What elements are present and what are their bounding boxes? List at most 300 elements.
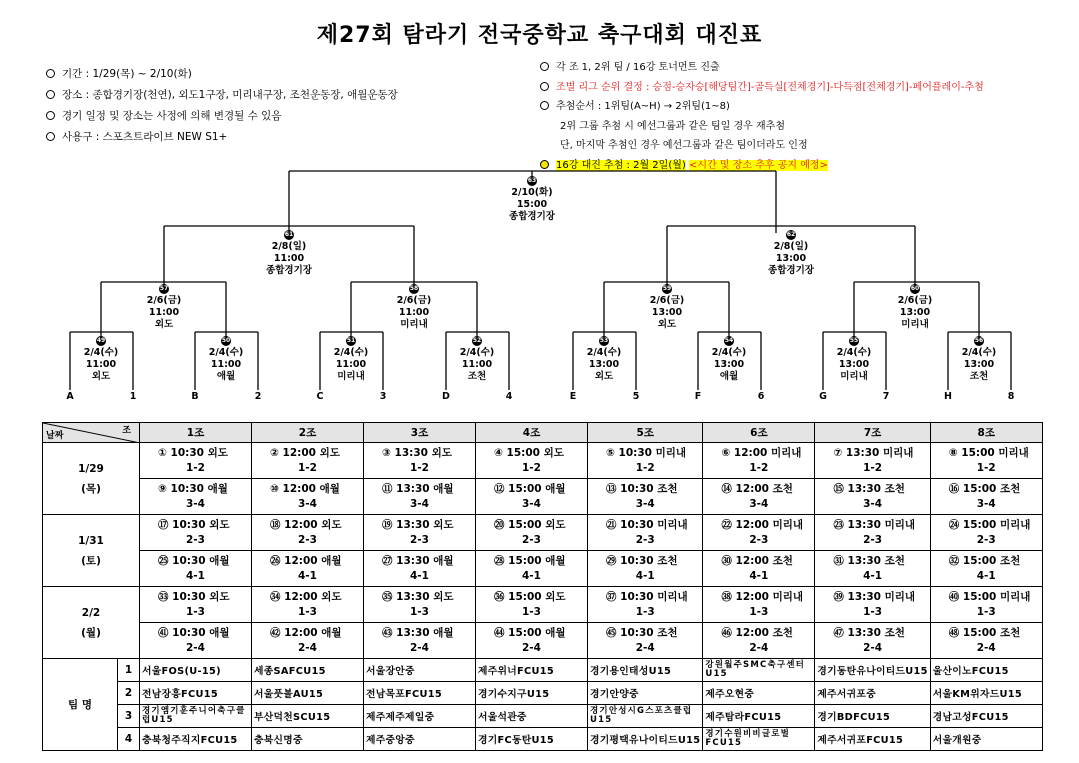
team-name-cell bbox=[930, 682, 1042, 705]
bracket-r16-3: 51 2/4(수) 11:00 미리내 bbox=[333, 337, 369, 382]
match-time-venue: ㊵ 15:00 미리내 bbox=[948, 590, 1031, 603]
corner-header: 날짜 조 bbox=[43, 423, 140, 443]
match-number-badge: 52 bbox=[472, 337, 482, 344]
team-name-cell bbox=[588, 682, 703, 705]
team-name-cell bbox=[815, 659, 930, 682]
bullet-circle-icon bbox=[46, 90, 55, 99]
team-name-cell bbox=[364, 728, 476, 751]
match-cell bbox=[252, 623, 364, 659]
group-header: 8조 bbox=[930, 423, 1042, 443]
match-pairing: 1-3 bbox=[522, 605, 541, 618]
team-name: 제주오현중 bbox=[705, 689, 755, 700]
bracket-slot: 6 bbox=[757, 391, 765, 402]
match-time-venue: ⑫ 15:00 애월 bbox=[494, 482, 566, 495]
match-cell bbox=[364, 515, 476, 551]
team-name-cell bbox=[476, 682, 588, 705]
match-pairing: 1-2 bbox=[522, 461, 541, 474]
match-pairing: 1-2 bbox=[410, 461, 429, 474]
match-pairing: 1-2 bbox=[635, 461, 655, 474]
match-pairing: 2-3 bbox=[749, 533, 769, 546]
match-cell bbox=[703, 623, 815, 659]
team-row bbox=[43, 659, 1043, 682]
match-cell bbox=[588, 479, 703, 515]
team-name-cell bbox=[703, 682, 815, 705]
match-pairing: 1-3 bbox=[863, 605, 883, 618]
match-time-venue: ㊸ 13:30 애월 bbox=[382, 626, 454, 639]
match-pairing: 1-2 bbox=[976, 461, 996, 474]
team-name: 서울FOS(U-15) bbox=[142, 666, 221, 677]
team-name: 경남고성FCU15 bbox=[932, 712, 1009, 723]
info-right-panel bbox=[540, 58, 984, 175]
match-date: 1/29 bbox=[78, 462, 104, 475]
match-weekday: (토) bbox=[81, 554, 101, 567]
bracket-r16-6: 54 2/4(수) 13:00 애월 bbox=[711, 337, 747, 382]
match-cell bbox=[815, 587, 930, 623]
match-time-venue: ㊼ 13:30 조천 bbox=[833, 626, 905, 639]
info-advance: 각 조 1, 2위 팀 / 16강 토너먼트 진출 bbox=[540, 58, 984, 78]
match-cell bbox=[588, 623, 703, 659]
team-name: 경기용인태성U15 bbox=[590, 666, 672, 677]
team-name: 제주서귀포중 bbox=[817, 689, 876, 700]
bracket-slot: 3 bbox=[379, 391, 387, 402]
match-time-venue: ⑪ 13:30 애월 bbox=[382, 482, 454, 495]
bullet-circle-icon bbox=[540, 82, 549, 91]
match-cell bbox=[476, 623, 588, 659]
match-time-venue: ⑲ 13:30 외도 bbox=[382, 518, 454, 531]
team-seed-number: 3 bbox=[118, 705, 140, 728]
match-cell bbox=[476, 587, 588, 623]
team-name: 강원월주SMC축구센터U15 bbox=[705, 659, 806, 679]
team-name-cell bbox=[703, 728, 815, 751]
match-cell bbox=[815, 515, 930, 551]
match-cell bbox=[364, 443, 476, 479]
team-name: 전남목포FCU15 bbox=[366, 689, 443, 700]
match-cell bbox=[930, 587, 1042, 623]
team-name-cell bbox=[140, 659, 252, 682]
bracket-quarter-2: 58 2/6(금) 11:00 미리내 bbox=[396, 285, 432, 330]
team-name: 서울장안중 bbox=[366, 666, 415, 677]
team-label-cell: 팀 명 bbox=[43, 659, 118, 751]
bracket-slot: C bbox=[316, 391, 324, 402]
match-cell bbox=[140, 479, 252, 515]
match-pairing: 3-4 bbox=[522, 497, 541, 510]
match-pairing: 2-3 bbox=[635, 533, 655, 546]
bracket-slot: 5 bbox=[632, 391, 640, 402]
team-name-cell bbox=[252, 705, 364, 728]
bracket-quarter-1: 57 2/6(금) 11:00 외도 bbox=[146, 285, 182, 330]
match-pairing: 2-4 bbox=[410, 641, 429, 654]
match-number-badge: 58 bbox=[409, 285, 419, 292]
match-time-venue: ⑯ 15:00 조천 bbox=[948, 482, 1021, 495]
match-number-badge: 54 bbox=[724, 337, 734, 344]
bullet-circle-icon bbox=[46, 132, 55, 141]
match-time-venue: ㉘ 15:00 애월 bbox=[494, 554, 566, 567]
match-pairing: 2-4 bbox=[976, 641, 996, 654]
match-pairing: 2-4 bbox=[186, 641, 205, 654]
match-time-venue: ⑬ 10:30 조천 bbox=[606, 482, 678, 495]
match-time-venue: ⑩ 12:00 애월 bbox=[270, 482, 340, 495]
team-name: 전남장흥FCU15 bbox=[142, 689, 219, 700]
match-pairing: 2-4 bbox=[298, 641, 317, 654]
match-time-venue: ㉝ 10:30 외도 bbox=[158, 590, 230, 603]
team-name: 경기엠기훈주니어축구클럽U15 bbox=[142, 705, 246, 725]
match-time-venue: ④ 15:00 외도 bbox=[494, 446, 564, 459]
date-cell bbox=[43, 443, 140, 515]
match-pairing: 2-3 bbox=[976, 533, 996, 546]
date-cell bbox=[43, 515, 140, 587]
match-cell bbox=[140, 551, 252, 587]
match-cell bbox=[815, 479, 930, 515]
match-time-venue: ⑭ 12:00 조천 bbox=[721, 482, 793, 495]
match-number-badge: 49 bbox=[96, 337, 106, 344]
group-header: 4조 bbox=[476, 423, 588, 443]
match-pairing: 3-4 bbox=[976, 497, 996, 510]
group-header: 2조 bbox=[252, 423, 364, 443]
schedule-row bbox=[43, 551, 1043, 587]
schedule-row bbox=[43, 623, 1043, 659]
bracket-slot: 7 bbox=[882, 391, 890, 402]
match-time-venue: ㉖ 12:00 애월 bbox=[270, 554, 342, 567]
match-time-venue: ㊻ 12:00 조천 bbox=[721, 626, 793, 639]
match-cell bbox=[252, 587, 364, 623]
team-name: 울산이노FCU15 bbox=[932, 666, 1009, 677]
team-name: 서울개원중 bbox=[932, 735, 982, 746]
team-name-cell bbox=[588, 728, 703, 751]
match-time-venue: ㊴ 13:30 미리내 bbox=[833, 590, 916, 603]
bracket-r16-8: 56 2/4(수) 13:00 조천 bbox=[961, 337, 997, 382]
bullet-circle-icon bbox=[46, 111, 55, 120]
team-name-cell bbox=[140, 705, 252, 728]
page-title: 제27회 탐라기 전국중학교 축구대회 대진표 bbox=[316, 23, 763, 48]
match-number-badge: 53 bbox=[599, 337, 609, 344]
match-cell bbox=[703, 443, 815, 479]
match-time-venue: ㉓ 13:30 미리내 bbox=[833, 518, 916, 531]
match-cell bbox=[588, 551, 703, 587]
bracket-semi-1: 61 2/8(일) 11:00 종합경기장 bbox=[266, 231, 312, 276]
match-time-venue: ⑱ 12:00 외도 bbox=[270, 518, 342, 531]
match-pairing: 1-3 bbox=[410, 605, 429, 618]
match-weekday: (목) bbox=[81, 482, 101, 495]
info-ball: 사용구 : 스포츠트라이브 NEW S1+ bbox=[46, 127, 398, 148]
team-name-cell bbox=[815, 728, 930, 751]
match-pairing: 4-1 bbox=[410, 569, 429, 582]
schedule-row bbox=[43, 479, 1043, 515]
match-cell bbox=[930, 551, 1042, 587]
match-time-venue: ② 12:00 외도 bbox=[270, 446, 340, 459]
team-name: 경기평택유나이티드U15 bbox=[590, 735, 701, 746]
match-cell bbox=[364, 479, 476, 515]
match-pairing: 4-1 bbox=[635, 569, 655, 582]
match-time-venue: ㉟ 13:30 외도 bbox=[382, 590, 454, 603]
bracket-semi-2: 62 2/8(일) 13:00 종합경기장 bbox=[768, 231, 814, 276]
team-name: 경기FC동탄U15 bbox=[478, 735, 555, 746]
match-time-venue: ㉙ 10:30 조천 bbox=[606, 554, 678, 567]
team-name-cell bbox=[588, 705, 703, 728]
match-cell bbox=[140, 623, 252, 659]
schedule-row bbox=[43, 443, 1043, 479]
match-pairing: 1-2 bbox=[298, 461, 317, 474]
team-name-cell bbox=[140, 728, 252, 751]
team-row bbox=[43, 682, 1043, 705]
bracket-slot: H bbox=[944, 391, 952, 402]
bracket-slot: 1 bbox=[129, 391, 137, 402]
match-date: 2/2 bbox=[81, 606, 101, 619]
match-pairing: 2-3 bbox=[186, 533, 205, 546]
match-cell bbox=[476, 515, 588, 551]
team-seed-number: 1 bbox=[118, 659, 140, 682]
match-time-venue: ㊽ 15:00 조천 bbox=[948, 626, 1021, 639]
match-time-venue: ㉜ 15:00 조천 bbox=[948, 554, 1021, 567]
match-time-venue: ㉞ 12:00 외도 bbox=[270, 590, 342, 603]
match-cell bbox=[703, 551, 815, 587]
team-name: 제주서귀포FCU15 bbox=[817, 735, 904, 746]
match-cell bbox=[703, 587, 815, 623]
bracket-slot: 2 bbox=[254, 391, 262, 402]
match-cell bbox=[140, 443, 252, 479]
bracket-r16-2: 50 2/4(수) 11:00 애월 bbox=[208, 337, 244, 382]
match-number-badge: 55 bbox=[849, 337, 859, 344]
match-cell bbox=[476, 479, 588, 515]
match-cell bbox=[703, 515, 815, 551]
match-pairing: 1-3 bbox=[976, 605, 996, 618]
schedule-row bbox=[43, 587, 1043, 623]
bracket-r16-1: 49 2/4(수) 11:00 외도 bbox=[83, 337, 119, 382]
team-name: 서울석관중 bbox=[478, 712, 527, 723]
match-cell bbox=[930, 623, 1042, 659]
team-name-cell bbox=[252, 659, 364, 682]
team-name-cell bbox=[930, 659, 1042, 682]
team-name-cell bbox=[476, 705, 588, 728]
match-cell bbox=[252, 515, 364, 551]
team-name-cell bbox=[364, 682, 476, 705]
bullet-circle-icon bbox=[540, 62, 549, 71]
team-row bbox=[43, 728, 1043, 751]
match-time-venue: ㊺ 10:30 조천 bbox=[606, 626, 678, 639]
match-cell bbox=[252, 443, 364, 479]
match-pairing: 2-3 bbox=[410, 533, 429, 546]
match-number-badge: 57 bbox=[159, 285, 169, 292]
match-time-venue: ⑨ 10:30 애월 bbox=[158, 482, 228, 495]
team-name-cell bbox=[364, 705, 476, 728]
bracket-r16-4: 52 2/4(수) 11:00 조천 bbox=[459, 337, 495, 382]
team-name: 제주탐라FCU15 bbox=[705, 712, 782, 723]
match-cell bbox=[815, 443, 930, 479]
team-name: 서울풋볼AU15 bbox=[254, 689, 324, 700]
match-pairing: 1-3 bbox=[635, 605, 655, 618]
match-cell bbox=[815, 623, 930, 659]
team-row bbox=[43, 705, 1043, 728]
match-pairing: 2-4 bbox=[522, 641, 541, 654]
match-pairing: 3-4 bbox=[635, 497, 655, 510]
team-name-cell bbox=[252, 682, 364, 705]
info-period: 기간 : 1/29(목) ~ 2/10(화) bbox=[46, 64, 398, 85]
match-cell bbox=[588, 515, 703, 551]
team-name-cell bbox=[815, 682, 930, 705]
match-number-badge: 63 bbox=[527, 177, 537, 184]
match-time-venue: ㉕ 10:30 애월 bbox=[158, 554, 230, 567]
match-pairing: 3-4 bbox=[749, 497, 769, 510]
match-cell bbox=[364, 623, 476, 659]
match-cell bbox=[140, 587, 252, 623]
team-name: 경기BDFCU15 bbox=[817, 712, 891, 723]
team-name: 경기안성시G스포츠클럽U15 bbox=[590, 705, 693, 725]
match-number-badge: 51 bbox=[346, 337, 356, 344]
group-header: 5조 bbox=[588, 423, 703, 443]
match-cell bbox=[476, 551, 588, 587]
match-number-badge: 62 bbox=[786, 231, 796, 238]
group-header: 7조 bbox=[815, 423, 930, 443]
info-venues: 장소 : 종합경기장(천연), 외도1구장, 미리내구장, 조천운동장, 애월운동장 bbox=[46, 85, 398, 106]
bracket-quarter-3: 59 2/6(금) 13:00 외도 bbox=[649, 285, 685, 330]
match-time-venue: ㊳ 12:00 미리내 bbox=[721, 590, 804, 603]
team-name-cell bbox=[815, 705, 930, 728]
team-name-cell bbox=[476, 659, 588, 682]
match-pairing: 2-4 bbox=[749, 641, 769, 654]
info-draw-order: 추첨순서 : 1위팀(A~H) → 2위팀(1~8) bbox=[540, 97, 984, 117]
team-name: 제주중앙중 bbox=[366, 735, 415, 746]
bracket-slot: A bbox=[66, 391, 74, 402]
match-cell bbox=[588, 587, 703, 623]
team-name-cell bbox=[930, 705, 1042, 728]
team-name-cell bbox=[588, 659, 703, 682]
info-ranking-rule: 조별 리그 순위 결정 : 승점-승자승[해당팀간]-골득실[전체경기]-다득점[전체경기]-페어플레이-추첨 bbox=[540, 78, 984, 98]
match-pairing: 4-1 bbox=[186, 569, 205, 582]
match-cell bbox=[588, 443, 703, 479]
team-name: 충북청주직지FCU15 bbox=[142, 735, 238, 746]
info-notice: 경기 일정 및 장소는 사정에 의해 변경될 수 있음 bbox=[46, 106, 398, 127]
match-cell bbox=[703, 479, 815, 515]
match-date: 1/31 bbox=[78, 534, 104, 547]
bracket-slot: 8 bbox=[1007, 391, 1015, 402]
group-header: 3조 bbox=[364, 423, 476, 443]
date-cell bbox=[43, 587, 140, 659]
bracket-slot: 4 bbox=[505, 391, 513, 402]
bracket-slot: D bbox=[442, 391, 450, 402]
match-pairing: 4-1 bbox=[522, 569, 541, 582]
team-name-cell bbox=[252, 728, 364, 751]
match-time-venue: ㉔ 15:00 미리내 bbox=[948, 518, 1031, 531]
match-time-venue: ㊶ 10:30 애월 bbox=[158, 626, 230, 639]
match-time-venue: ⑮ 13:30 조천 bbox=[833, 482, 905, 495]
team-name: 경기수지구U15 bbox=[478, 689, 550, 700]
bullet-circle-icon bbox=[46, 69, 55, 78]
match-time-venue: ⑧ 15:00 미리내 bbox=[948, 446, 1029, 459]
match-cell bbox=[252, 551, 364, 587]
bracket-slot: G bbox=[819, 391, 827, 402]
match-time-venue: ㉑ 10:30 미리내 bbox=[606, 518, 688, 531]
match-cell bbox=[930, 443, 1042, 479]
match-pairing: 1-2 bbox=[863, 461, 883, 474]
match-weekday: (월) bbox=[81, 626, 101, 639]
match-time-venue: ⑳ 15:00 외도 bbox=[494, 518, 566, 531]
group-header: 6조 bbox=[703, 423, 815, 443]
bullet-circle-icon bbox=[540, 160, 549, 169]
match-pairing: 2-3 bbox=[863, 533, 883, 546]
match-cell bbox=[930, 515, 1042, 551]
bracket-slot: F bbox=[694, 391, 702, 402]
team-name-cell bbox=[703, 659, 815, 682]
match-cell bbox=[252, 479, 364, 515]
bracket-r16-5: 53 2/4(수) 13:00 외도 bbox=[586, 337, 622, 382]
table-header-row bbox=[43, 423, 1043, 443]
match-cell bbox=[815, 551, 930, 587]
bracket-quarter-4: 60 2/6(금) 13:00 미리내 bbox=[897, 285, 933, 330]
match-cell bbox=[364, 587, 476, 623]
match-pairing: 3-4 bbox=[410, 497, 429, 510]
team-name: 경기안양중 bbox=[590, 689, 639, 700]
match-pairing: 1-3 bbox=[298, 605, 317, 618]
team-name-cell bbox=[140, 682, 252, 705]
match-cell bbox=[930, 479, 1042, 515]
match-time-venue: ① 10:30 외도 bbox=[158, 446, 228, 459]
team-name: 충북신명중 bbox=[254, 735, 303, 746]
team-name: 경기동탄유나이티드U15 bbox=[817, 666, 928, 677]
match-pairing: 4-1 bbox=[863, 569, 883, 582]
match-time-venue: ㊷ 12:00 애월 bbox=[270, 626, 342, 639]
team-name-cell bbox=[703, 705, 815, 728]
match-pairing: 2-4 bbox=[635, 641, 655, 654]
info-left-panel bbox=[46, 64, 398, 148]
match-pairing: 4-1 bbox=[749, 569, 769, 582]
team-name: 경기수원비비글로벌FCU15 bbox=[705, 728, 791, 748]
team-name: 부산덕천SCU15 bbox=[254, 712, 331, 723]
team-name: 서울KM위자드U15 bbox=[932, 689, 1022, 700]
match-time-venue: ㊱ 15:00 외도 bbox=[494, 590, 566, 603]
team-seed-number: 4 bbox=[118, 728, 140, 751]
match-number-badge: 61 bbox=[284, 231, 294, 238]
group-header: 1조 bbox=[140, 423, 252, 443]
match-cell bbox=[364, 551, 476, 587]
info-draw-date: 16강 대진 추첨 : 2월 2일(월) <시간 및 장소 추후 공지 예정> bbox=[540, 156, 984, 176]
team-name-cell bbox=[364, 659, 476, 682]
match-time-venue: ⑥ 12:00 미리내 bbox=[721, 446, 802, 459]
team-name-cell bbox=[930, 728, 1042, 751]
match-time-venue: ㊲ 10:30 미리내 bbox=[606, 590, 688, 603]
info-redraw-rule: 2위 그룹 추첨 시 예선그룹과 같은 팀일 경우 재추첨 bbox=[560, 120, 785, 132]
match-time-venue: ⑤ 10:30 미리내 bbox=[606, 446, 687, 459]
match-cell bbox=[140, 515, 252, 551]
match-number-badge: 59 bbox=[662, 285, 672, 292]
bracket-slot: E bbox=[569, 391, 577, 402]
schedule-row bbox=[43, 515, 1043, 551]
match-pairing: 4-1 bbox=[298, 569, 317, 582]
match-time-venue: ㉛ 13:30 조천 bbox=[833, 554, 905, 567]
team-name: 제주제주제일중 bbox=[366, 712, 435, 723]
team-name: 세종SAFCU15 bbox=[254, 666, 326, 677]
bracket-r16-7: 55 2/4(수) 13:00 미리내 bbox=[836, 337, 872, 382]
match-pairing: 3-4 bbox=[186, 497, 205, 510]
match-pairing: 3-4 bbox=[863, 497, 883, 510]
bracket-slot: B bbox=[191, 391, 199, 402]
match-time-venue: ⑰ 10:30 외도 bbox=[158, 518, 230, 531]
match-pairing: 1-2 bbox=[186, 461, 205, 474]
team-name: 제주위너FCU15 bbox=[478, 666, 555, 677]
match-time-venue: ㉒ 12:00 미리내 bbox=[721, 518, 804, 531]
match-time-venue: ③ 13:30 외도 bbox=[382, 446, 452, 459]
match-pairing: 1-2 bbox=[749, 461, 769, 474]
bullet-circle-icon bbox=[540, 101, 549, 110]
match-number-badge: 60 bbox=[910, 285, 920, 292]
match-number-badge: 50 bbox=[221, 337, 231, 344]
match-pairing: 3-4 bbox=[298, 497, 317, 510]
bracket-final: 63 2/10(화) 15:00 종합경기장 bbox=[509, 177, 555, 222]
info-last-draw-rule: 단, 마지막 추첨인 경우 예선그룹과 같은 팀이더라도 인정 bbox=[560, 140, 808, 151]
team-seed-number: 2 bbox=[118, 682, 140, 705]
match-number-badge: 56 bbox=[974, 337, 984, 344]
match-pairing: 4-1 bbox=[976, 569, 996, 582]
match-time-venue: ㉚ 12:00 조천 bbox=[721, 554, 793, 567]
match-pairing: 2-4 bbox=[863, 641, 883, 654]
